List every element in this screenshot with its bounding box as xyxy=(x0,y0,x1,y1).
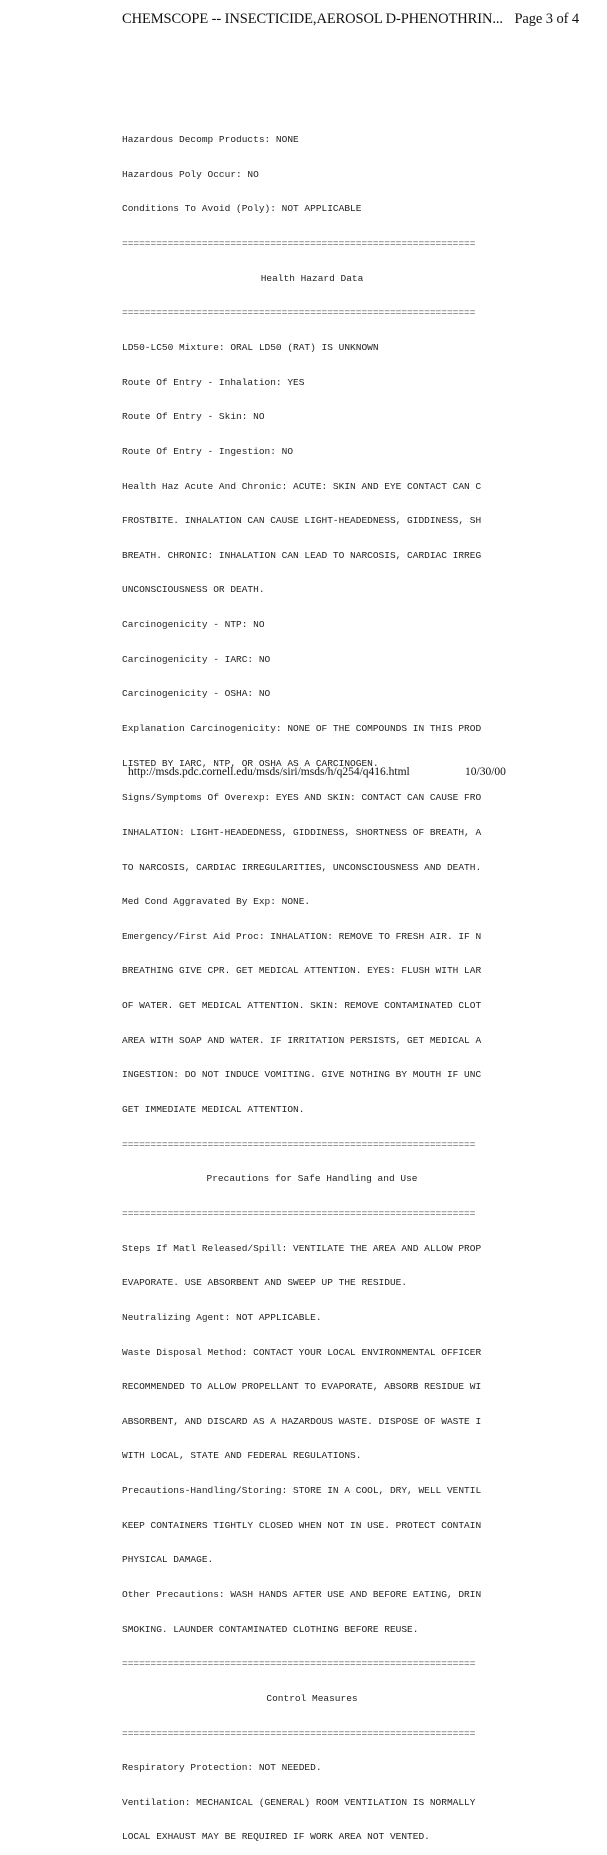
text-line: Neutralizing Agent: NOT APPLICABLE. xyxy=(122,1311,322,1323)
text-line: Respiratory Protection: NOT NEEDED. xyxy=(122,1762,322,1774)
section-heading-precautions: Precautions for Safe Handling and Use xyxy=(206,1173,418,1185)
text-line: Carcinogenicity - NTP: NO xyxy=(122,619,265,631)
text-line: INHALATION: LIGHT-HEADEDNESS, GIDDINESS, SHORTNESS OF BREATH, A xyxy=(122,826,482,838)
text-line: Explanation Carcinogenicity: NONE OF THE COMPOUNDS IN THIS PROD xyxy=(122,722,482,734)
text-line: Health Haz Acute And Chronic: ACUTE: SKIN AND EYE CONTACT CAN C xyxy=(122,480,482,492)
text-line: INGESTION: DO NOT INDUCE VOMITING. GIVE NOTHING BY MOUTH IF UNC xyxy=(122,1069,482,1081)
text-line: KEEP CONTAINERS TIGHTLY CLOSED WHEN NOT IN USE. PROTECT CONTAIN xyxy=(122,1519,482,1531)
text-line: AREA WITH SOAP AND WATER. IF IRRITATION PERSISTS, GET MEDICAL A xyxy=(122,1034,482,1046)
text-line: WITH LOCAL, STATE AND FEDERAL REGULATIONS. xyxy=(122,1450,362,1462)
text-line: Signs/Symptoms Of Overexp: EYES AND SKIN: CONTACT CAN CAUSE FRO xyxy=(122,792,482,804)
page-header xyxy=(122,11,579,28)
text-line: Other Precautions: WASH HANDS AFTER USE AND BEFORE EATING, DRIN xyxy=(122,1589,482,1600)
text-line: Waste Disposal Method: CONTACT YOUR LOCAL ENVIRONMENTAL OFFICER xyxy=(122,1346,482,1358)
text-line: Precautions-Handling/Storing: STORE IN A COOL, DRY, WELL VENTIL xyxy=(122,1485,482,1497)
text-line: Route Of Entry - Ingestion: NO xyxy=(122,445,294,457)
separator-line: ============================================================== xyxy=(122,1658,476,1670)
document-title: CHEMSCOPE -- INSECTICIDE,AEROSOL D-PHENOTHRIN... xyxy=(122,11,503,27)
separator-line: ============================================================== xyxy=(122,1207,476,1219)
page-indicator: Page 3 of 4 xyxy=(514,11,580,27)
text-line: BREATHING GIVE CPR. GET MEDICAL ATTENTION. EYES: FLUSH WITH LAR xyxy=(122,965,482,977)
text-line: SMOKING. LAUNDER CONTAMINATED CLOTHING BEFORE REUSE. xyxy=(122,1623,419,1635)
text-line: OF WATER. GET MEDICAL ATTENTION. SKIN: REMOVE CONTAMINATED CLOT xyxy=(122,1000,482,1012)
text-line: PHYSICAL DAMAGE. xyxy=(122,1554,214,1566)
text-line: Hazardous Poly Occur: NO xyxy=(122,168,259,180)
text-line: Hazardous Decomp Products: NONE xyxy=(122,134,299,146)
text-line: RECOMMENDED TO ALLOW PROPELLANT TO EVAPORATE, ABSORB RESIDUE WI xyxy=(122,1381,482,1393)
text-line: EVAPORATE. USE ABSORBENT AND SWEEP UP THE RESIDUE. xyxy=(122,1277,408,1289)
text-line: Carcinogenicity - OSHA: NO xyxy=(122,688,271,700)
source-url: http://msds.pdc.cornell.edu/msds/siri/msds/h/q254/q416.html xyxy=(128,766,410,778)
text-line: LD50-LC50 Mixture: ORAL LD50 (RAT) IS UNKNOWN xyxy=(122,341,379,353)
separator-line: ============================================================== xyxy=(122,1138,476,1150)
msds-text-body xyxy=(122,111,502,1855)
section-heading-health-hazard: Health Hazard Data xyxy=(260,272,364,284)
text-line: TO NARCOSIS, CARDIAC IRREGULARITIES, UNCONSCIOUSNESS AND DEATH. xyxy=(122,861,482,873)
text-line: FROSTBITE. INHALATION CAN CAUSE LIGHT-HEADEDNESS, GIDDINESS, SH xyxy=(122,515,482,527)
separator-line: ============================================================== xyxy=(122,307,476,319)
section-heading-control-measures: Control Measures xyxy=(266,1692,358,1704)
text-line: Route Of Entry - Inhalation: YES xyxy=(122,376,305,388)
text-line: Conditions To Avoid (Poly): NOT APPLICABLE xyxy=(122,203,362,215)
text-line: Med Cond Aggravated By Exp: NONE. xyxy=(122,896,311,908)
text-line: BREATH. CHRONIC: INHALATION CAN LEAD TO NARCOSIS, CARDIAC IRREG xyxy=(122,549,482,561)
text-line: LOCAL EXHAUST MAY BE REQUIRED IF WORK AREA NOT VENTED. xyxy=(122,1831,430,1843)
text-line: Carcinogenicity - IARC: NO xyxy=(122,653,271,665)
text-line: UNCONSCIOUSNESS OR DEATH. xyxy=(122,584,265,596)
text-line: LISTED BY IARC, NTP, OR OSHA AS A CARCINOGEN. xyxy=(122,757,379,769)
separator-line: ============================================================== xyxy=(122,1727,476,1739)
print-date: 10/30/00 xyxy=(465,766,506,778)
text-line: Emergency/First Aid Proc: INHALATION: REMOVE TO FRESH AIR. IF N xyxy=(122,930,482,942)
text-line: GET IMMEDIATE MEDICAL ATTENTION. xyxy=(122,1104,305,1116)
text-line: Ventilation: MECHANICAL (GENERAL) ROOM VENTILATION IS NORMALLY xyxy=(122,1796,476,1808)
text-line: Steps If Matl Released/Spill: VENTILATE THE AREA AND ALLOW PROP xyxy=(122,1242,482,1254)
separator-line: ============================================================== xyxy=(122,238,476,250)
text-line: ABSORBENT, AND DISCARD AS A HAZARDOUS WASTE. DISPOSE OF WASTE I xyxy=(122,1415,482,1427)
text-line: Route Of Entry - Skin: NO xyxy=(122,411,265,423)
